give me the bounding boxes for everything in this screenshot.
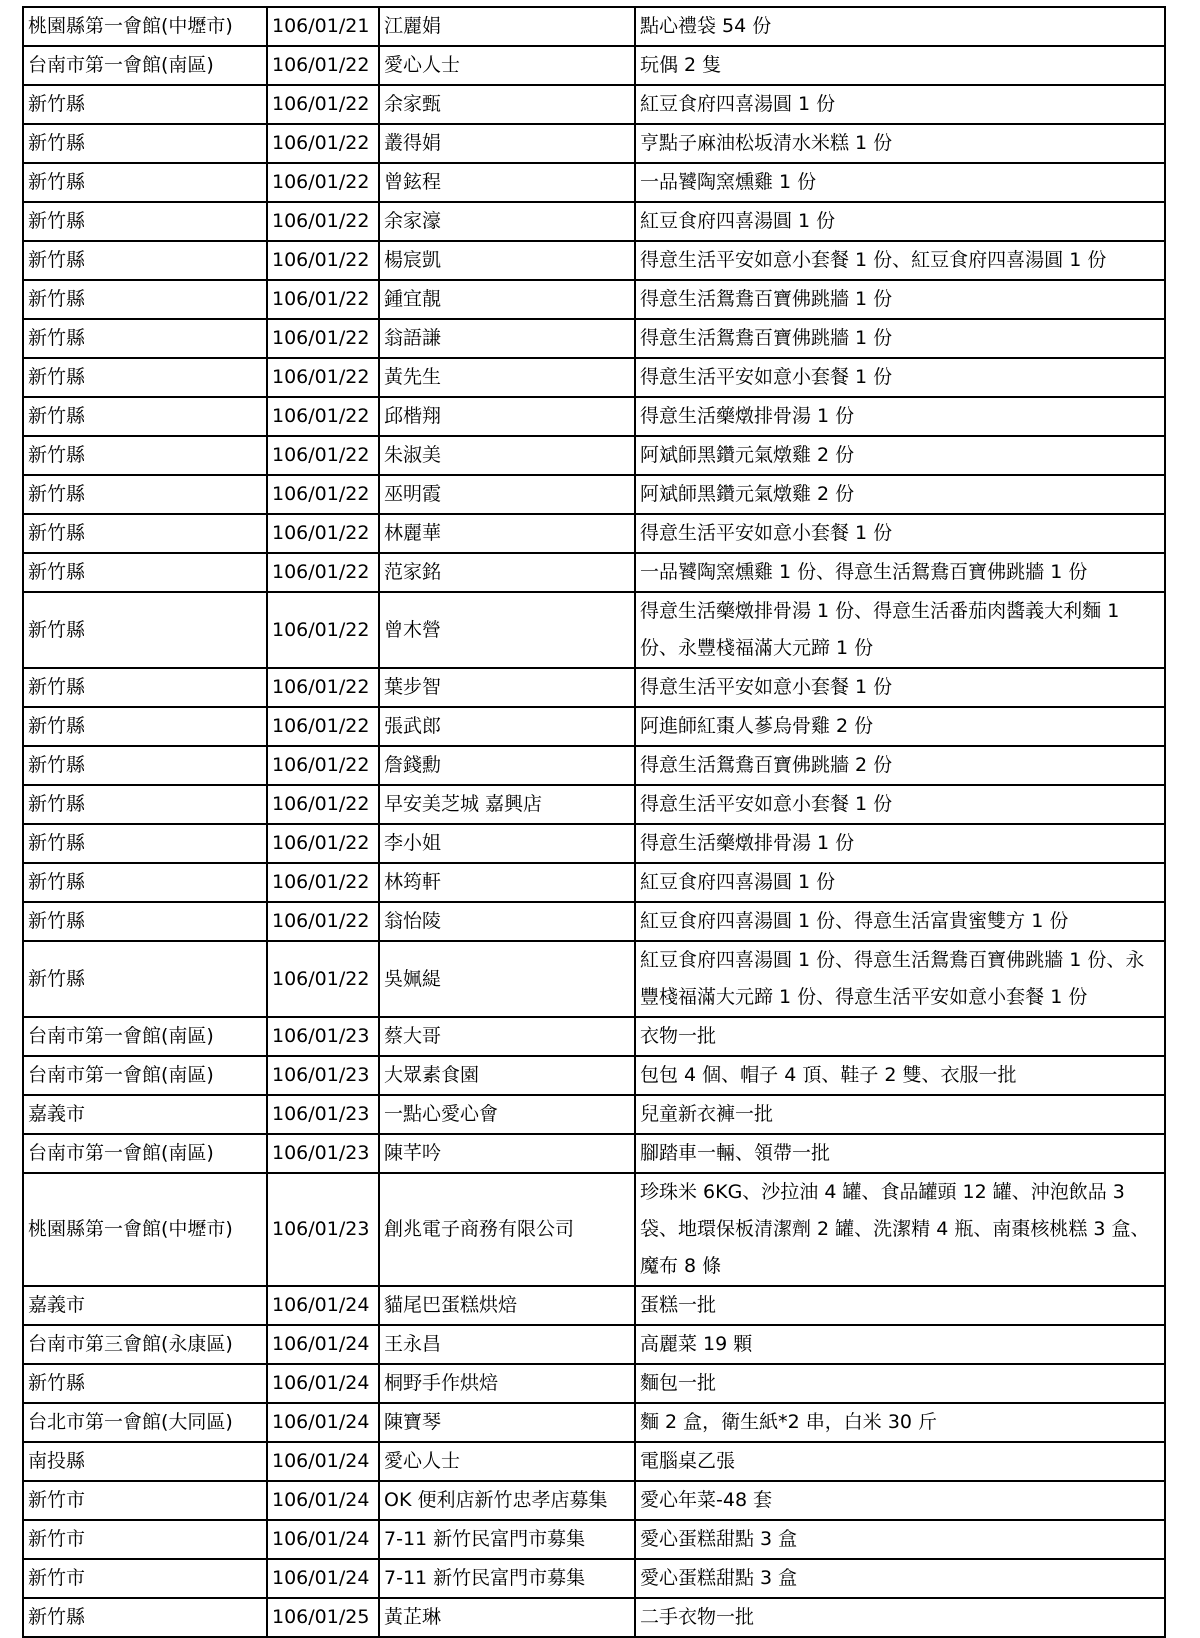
items-cell: 得意生活平安如意小套餐 1 份 bbox=[635, 514, 1165, 553]
items-cell: 電腦桌乙張 bbox=[635, 1442, 1165, 1481]
date-cell: 106/01/24 bbox=[267, 1325, 379, 1364]
table-row bbox=[23, 46, 1165, 85]
date-cell: 106/01/22 bbox=[267, 553, 379, 592]
donor-cell: 叢得娟 bbox=[379, 124, 635, 163]
date-cell: 106/01/22 bbox=[267, 785, 379, 824]
table-row bbox=[23, 668, 1165, 707]
location-cell: 台南市第一會館(南區) bbox=[23, 46, 267, 85]
table-row bbox=[23, 1520, 1165, 1559]
items-cell: 得意生活鴛鴦百寶佛跳牆 1 份 bbox=[635, 319, 1165, 358]
items-cell: 亨點子麻油松坂清水米糕 1 份 bbox=[635, 124, 1165, 163]
table-row bbox=[23, 1173, 1165, 1286]
location-cell: 台南市第一會館(南區) bbox=[23, 1134, 267, 1173]
items-cell: 愛心蛋糕甜點 3 盒 bbox=[635, 1520, 1165, 1559]
date-cell: 106/01/24 bbox=[267, 1481, 379, 1520]
items-cell: 一品饕陶窯燻雞 1 份、得意生活鴛鴦百寶佛跳牆 1 份 bbox=[635, 553, 1165, 592]
donor-cell: 陳芊吟 bbox=[379, 1134, 635, 1173]
items-cell: 麵 2 盒，衛生紙*2 串，白米 30 斤 bbox=[635, 1403, 1165, 1442]
location-cell: 南投縣 bbox=[23, 1442, 267, 1481]
donor-cell: 江麗娟 bbox=[379, 7, 635, 46]
location-cell: 新竹縣 bbox=[23, 319, 267, 358]
table-row bbox=[23, 785, 1165, 824]
location-cell: 新竹縣 bbox=[23, 863, 267, 902]
items-cell: 包包 4 個、帽子 4 頂、鞋子 2 雙、衣服一批 bbox=[635, 1056, 1165, 1095]
items-cell: 紅豆食府四喜湯圓 1 份、得意生活富貴蜜雙方 1 份 bbox=[635, 902, 1165, 941]
date-cell: 106/01/23 bbox=[267, 1095, 379, 1134]
location-cell: 台南市第三會館(永康區) bbox=[23, 1325, 267, 1364]
items-cell: 紅豆食府四喜湯圓 1 份 bbox=[635, 85, 1165, 124]
items-cell: 得意生活平安如意小套餐 1 份、紅豆食府四喜湯圓 1 份 bbox=[635, 241, 1165, 280]
donor-cell: 朱淑美 bbox=[379, 436, 635, 475]
items-cell: 得意生活鴛鴦百寶佛跳牆 2 份 bbox=[635, 746, 1165, 785]
items-cell: 蛋糕一批 bbox=[635, 1286, 1165, 1325]
location-cell: 新竹市 bbox=[23, 1481, 267, 1520]
date-cell: 106/01/24 bbox=[267, 1364, 379, 1403]
table-row bbox=[23, 863, 1165, 902]
table-row bbox=[23, 1056, 1165, 1095]
donor-cell: 巫明霞 bbox=[379, 475, 635, 514]
donor-cell: 葉步智 bbox=[379, 668, 635, 707]
donor-cell: 愛心人士 bbox=[379, 1442, 635, 1481]
table-row bbox=[23, 163, 1165, 202]
date-cell: 106/01/22 bbox=[267, 163, 379, 202]
table-row bbox=[23, 7, 1165, 46]
items-cell: 紅豆食府四喜湯圓 1 份、得意生活鴛鴦百寶佛跳牆 1 份、永豐棧福滿大元蹄 1 份、得意生活平安如意小套餐 1 份 bbox=[635, 941, 1165, 1017]
items-cell: 得意生活平安如意小套餐 1 份 bbox=[635, 785, 1165, 824]
items-cell: 愛心年菜-48 套 bbox=[635, 1481, 1165, 1520]
donor-cell: 早安美芝城 嘉興店 bbox=[379, 785, 635, 824]
table-row bbox=[23, 707, 1165, 746]
items-cell: 點心禮袋 54 份 bbox=[635, 7, 1165, 46]
items-cell: 得意生活藥燉排骨湯 1 份、得意生活番茄肉醬義大利麵 1 份、永豐棧福滿大元蹄 1 份 bbox=[635, 592, 1165, 668]
table-row bbox=[23, 941, 1165, 1017]
donor-cell: 王永昌 bbox=[379, 1325, 635, 1364]
location-cell: 新竹縣 bbox=[23, 824, 267, 863]
donor-cell: 曾木營 bbox=[379, 592, 635, 668]
donor-cell: 楊宸凱 bbox=[379, 241, 635, 280]
items-cell: 紅豆食府四喜湯圓 1 份 bbox=[635, 202, 1165, 241]
items-cell: 高麗菜 19 顆 bbox=[635, 1325, 1165, 1364]
date-cell: 106/01/23 bbox=[267, 1017, 379, 1056]
donor-cell: 貓尾巴蛋糕烘焙 bbox=[379, 1286, 635, 1325]
date-cell: 106/01/23 bbox=[267, 1056, 379, 1095]
date-cell: 106/01/25 bbox=[267, 1598, 379, 1637]
date-cell: 106/01/21 bbox=[267, 7, 379, 46]
location-cell: 新竹縣 bbox=[23, 941, 267, 1017]
location-cell: 新竹縣 bbox=[23, 553, 267, 592]
table-row bbox=[23, 1481, 1165, 1520]
location-cell: 新竹縣 bbox=[23, 124, 267, 163]
location-cell: 新竹縣 bbox=[23, 707, 267, 746]
table-row bbox=[23, 358, 1165, 397]
table-row bbox=[23, 202, 1165, 241]
donor-cell: 7-11 新竹民富門市募集 bbox=[379, 1520, 635, 1559]
items-cell: 衣物一批 bbox=[635, 1017, 1165, 1056]
table-row bbox=[23, 1598, 1165, 1637]
donor-cell: 李小姐 bbox=[379, 824, 635, 863]
donor-cell: 林筠軒 bbox=[379, 863, 635, 902]
date-cell: 106/01/24 bbox=[267, 1286, 379, 1325]
items-cell: 兒童新衣褲一批 bbox=[635, 1095, 1165, 1134]
items-cell: 阿進師紅棗人蔘烏骨雞 2 份 bbox=[635, 707, 1165, 746]
location-cell: 新竹縣 bbox=[23, 475, 267, 514]
table-row bbox=[23, 1286, 1165, 1325]
items-cell: 阿斌師黑鑽元氣燉雞 2 份 bbox=[635, 475, 1165, 514]
donor-cell: 余家甄 bbox=[379, 85, 635, 124]
location-cell: 台南市第一會館(南區) bbox=[23, 1017, 267, 1056]
location-cell: 嘉義市 bbox=[23, 1286, 267, 1325]
location-cell: 桃園縣第一會館(中壢市) bbox=[23, 1173, 267, 1286]
items-cell: 一品饕陶窯燻雞 1 份 bbox=[635, 163, 1165, 202]
donor-cell: 曾鉉程 bbox=[379, 163, 635, 202]
date-cell: 106/01/22 bbox=[267, 202, 379, 241]
table-row bbox=[23, 1134, 1165, 1173]
donation-table-body bbox=[23, 7, 1165, 1637]
location-cell: 新竹縣 bbox=[23, 436, 267, 475]
table-row bbox=[23, 1095, 1165, 1134]
donor-cell: 詹錢勳 bbox=[379, 746, 635, 785]
donor-cell: 7-11 新竹民富門市募集 bbox=[379, 1559, 635, 1598]
donor-cell: 吳姵緹 bbox=[379, 941, 635, 1017]
location-cell: 新竹市 bbox=[23, 1559, 267, 1598]
date-cell: 106/01/22 bbox=[267, 902, 379, 941]
date-cell: 106/01/22 bbox=[267, 280, 379, 319]
table-row bbox=[23, 1559, 1165, 1598]
table-row bbox=[23, 436, 1165, 475]
donor-cell: 邱楷翔 bbox=[379, 397, 635, 436]
table-row bbox=[23, 1442, 1165, 1481]
table-row bbox=[23, 475, 1165, 514]
date-cell: 106/01/22 bbox=[267, 241, 379, 280]
items-cell: 二手衣物一批 bbox=[635, 1598, 1165, 1637]
location-cell: 新竹縣 bbox=[23, 85, 267, 124]
items-cell: 玩偶 2 隻 bbox=[635, 46, 1165, 85]
location-cell: 台北市第一會館(大同區) bbox=[23, 1403, 267, 1442]
table-row bbox=[23, 1017, 1165, 1056]
table-row bbox=[23, 241, 1165, 280]
date-cell: 106/01/23 bbox=[267, 1173, 379, 1286]
date-cell: 106/01/23 bbox=[267, 1134, 379, 1173]
items-cell: 得意生活藥燉排骨湯 1 份 bbox=[635, 397, 1165, 436]
date-cell: 106/01/22 bbox=[267, 46, 379, 85]
location-cell: 新竹縣 bbox=[23, 746, 267, 785]
table-row bbox=[23, 124, 1165, 163]
location-cell: 新竹縣 bbox=[23, 397, 267, 436]
table-row bbox=[23, 824, 1165, 863]
table-row bbox=[23, 746, 1165, 785]
location-cell: 新竹縣 bbox=[23, 1364, 267, 1403]
date-cell: 106/01/22 bbox=[267, 707, 379, 746]
items-cell: 麵包一批 bbox=[635, 1364, 1165, 1403]
date-cell: 106/01/22 bbox=[267, 319, 379, 358]
location-cell: 新竹縣 bbox=[23, 592, 267, 668]
date-cell: 106/01/22 bbox=[267, 124, 379, 163]
table-row bbox=[23, 1364, 1165, 1403]
donation-table bbox=[22, 6, 1166, 1638]
donor-cell: 創兆電子商務有限公司 bbox=[379, 1173, 635, 1286]
donor-cell: 大眾素食園 bbox=[379, 1056, 635, 1095]
items-cell: 紅豆食府四喜湯圓 1 份 bbox=[635, 863, 1165, 902]
location-cell: 新竹縣 bbox=[23, 902, 267, 941]
location-cell: 新竹縣 bbox=[23, 163, 267, 202]
table-row bbox=[23, 1325, 1165, 1364]
table-row bbox=[23, 592, 1165, 668]
donor-cell: 翁語謙 bbox=[379, 319, 635, 358]
items-cell: 愛心蛋糕甜點 3 盒 bbox=[635, 1559, 1165, 1598]
date-cell: 106/01/24 bbox=[267, 1442, 379, 1481]
donor-cell: 林麗華 bbox=[379, 514, 635, 553]
items-cell: 得意生活藥燉排骨湯 1 份 bbox=[635, 824, 1165, 863]
donor-cell: 張武郎 bbox=[379, 707, 635, 746]
table-row bbox=[23, 1403, 1165, 1442]
location-cell: 桃園縣第一會館(中壢市) bbox=[23, 7, 267, 46]
location-cell: 嘉義市 bbox=[23, 1095, 267, 1134]
donor-cell: OK 便利店新竹忠孝店募集 bbox=[379, 1481, 635, 1520]
location-cell: 新竹縣 bbox=[23, 785, 267, 824]
date-cell: 106/01/22 bbox=[267, 863, 379, 902]
date-cell: 106/01/22 bbox=[267, 514, 379, 553]
items-cell: 阿斌師黑鑽元氣燉雞 2 份 bbox=[635, 436, 1165, 475]
donor-cell: 桐野手作烘焙 bbox=[379, 1364, 635, 1403]
date-cell: 106/01/22 bbox=[267, 397, 379, 436]
donor-cell: 范家銘 bbox=[379, 553, 635, 592]
donor-cell: 愛心人士 bbox=[379, 46, 635, 85]
location-cell: 新竹縣 bbox=[23, 358, 267, 397]
donor-cell: 陳寶琴 bbox=[379, 1403, 635, 1442]
donor-cell: 余家濠 bbox=[379, 202, 635, 241]
date-cell: 106/01/22 bbox=[267, 824, 379, 863]
table-row bbox=[23, 280, 1165, 319]
location-cell: 台南市第一會館(南區) bbox=[23, 1056, 267, 1095]
location-cell: 新竹縣 bbox=[23, 202, 267, 241]
location-cell: 新竹縣 bbox=[23, 280, 267, 319]
location-cell: 新竹市 bbox=[23, 1520, 267, 1559]
donor-cell: 鍾宜靚 bbox=[379, 280, 635, 319]
donor-cell: 黃先生 bbox=[379, 358, 635, 397]
date-cell: 106/01/22 bbox=[267, 592, 379, 668]
table-row bbox=[23, 514, 1165, 553]
date-cell: 106/01/24 bbox=[267, 1403, 379, 1442]
location-cell: 新竹縣 bbox=[23, 1598, 267, 1637]
date-cell: 106/01/22 bbox=[267, 746, 379, 785]
table-row bbox=[23, 902, 1165, 941]
location-cell: 新竹縣 bbox=[23, 514, 267, 553]
donation-list-sheet bbox=[22, 6, 1164, 1638]
date-cell: 106/01/22 bbox=[267, 85, 379, 124]
table-row bbox=[23, 397, 1165, 436]
table-row bbox=[23, 85, 1165, 124]
table-row bbox=[23, 553, 1165, 592]
donor-cell: 蔡大哥 bbox=[379, 1017, 635, 1056]
items-cell: 得意生活平安如意小套餐 1 份 bbox=[635, 668, 1165, 707]
table-row bbox=[23, 319, 1165, 358]
date-cell: 106/01/22 bbox=[267, 668, 379, 707]
date-cell: 106/01/22 bbox=[267, 475, 379, 514]
items-cell: 得意生活鴛鴦百寶佛跳牆 1 份 bbox=[635, 280, 1165, 319]
items-cell: 腳踏車一輛、領帶一批 bbox=[635, 1134, 1165, 1173]
items-cell: 得意生活平安如意小套餐 1 份 bbox=[635, 358, 1165, 397]
date-cell: 106/01/22 bbox=[267, 436, 379, 475]
location-cell: 新竹縣 bbox=[23, 241, 267, 280]
donor-cell: 翁怡陵 bbox=[379, 902, 635, 941]
donor-cell: 黃芷琳 bbox=[379, 1598, 635, 1637]
location-cell: 新竹縣 bbox=[23, 668, 267, 707]
date-cell: 106/01/24 bbox=[267, 1559, 379, 1598]
donor-cell: 一點心愛心會 bbox=[379, 1095, 635, 1134]
date-cell: 106/01/24 bbox=[267, 1520, 379, 1559]
date-cell: 106/01/22 bbox=[267, 358, 379, 397]
items-cell: 珍珠米 6KG、沙拉油 4 罐、食品罐頭 12 罐、沖泡飲品 3 袋、地環保板清潔劑 2 罐、洗潔精 4 瓶、南棗核桃糕 3 盒、魔布 8 條 bbox=[635, 1173, 1165, 1286]
date-cell: 106/01/22 bbox=[267, 941, 379, 1017]
